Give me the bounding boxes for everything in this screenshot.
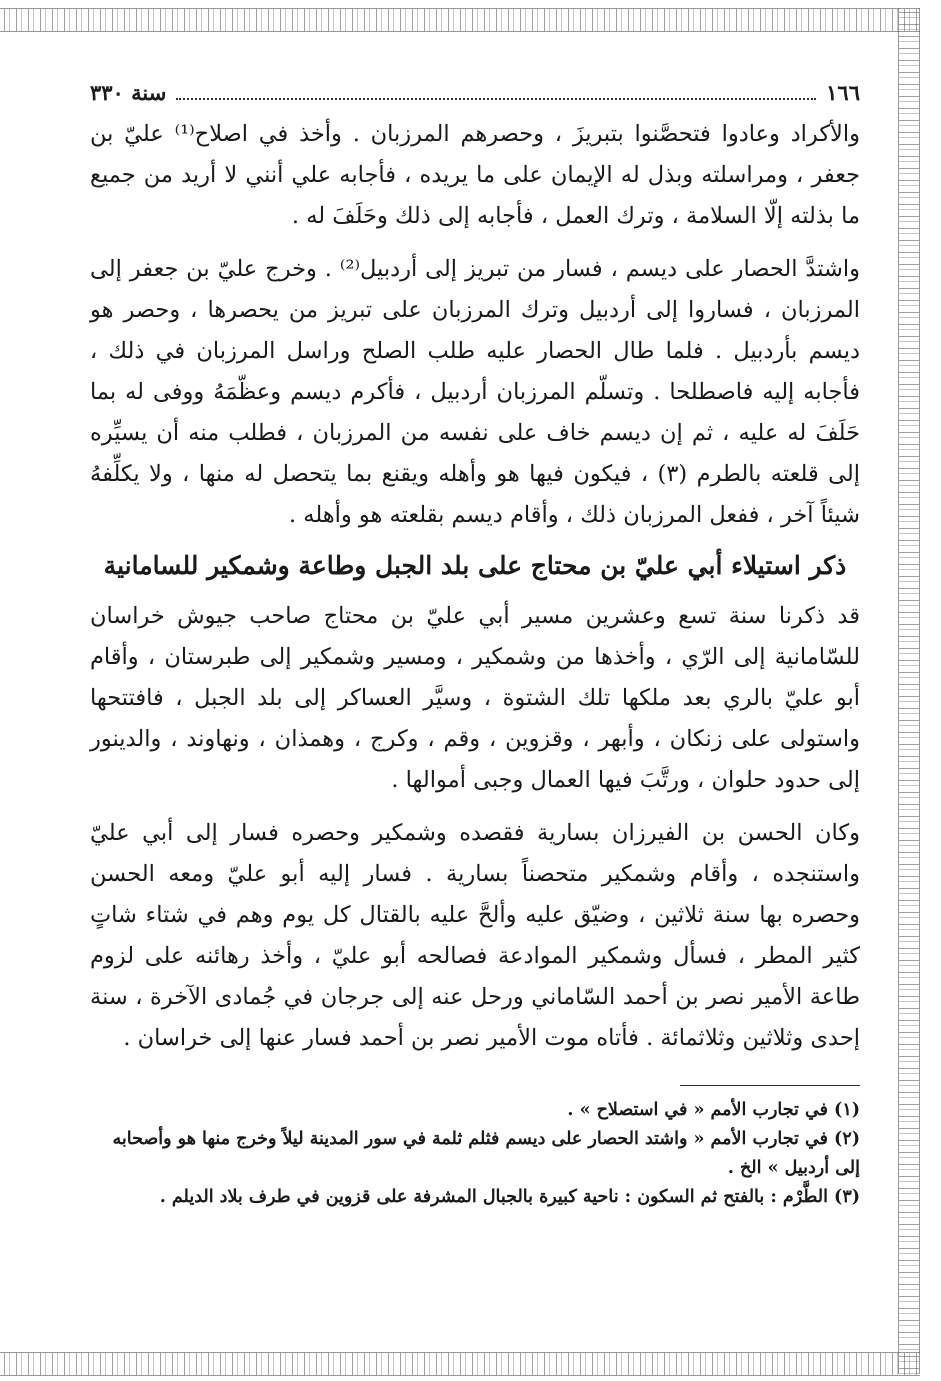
footnote-3: (٣) الطَّرْم : بالفتح ثم السكون : ناحية كبيرة بالجبال المشرفة على قزوين في طرف بلاد الديلم . <box>159 1187 860 1207</box>
footnote-separator <box>680 1085 860 1086</box>
paragraph-4: وكان الحسن بن الفيرزان بسارية فقصده وشمكير وحصره فسار إلى أبي عليّ واستنجده ، وأقام وشمكير متحصناً بسارية . فسار إليه أبو عليّ ومعه الحسن وحصره بها سنة ثلاثين ، وضيّق عليه وألحَّ عليه بالقتال كل يوم وهم في شتاء شاتٍ كثير المطر ، فسأل وشمكير الموادعة فصالحه أبو عليّ ، وأخذ رهائنه على لزوم طاعة الأمير نصر بن أحمد السّاماني ورحل عنه إلى جرجان في جُمادى الآخرة ، سنة إحدى وثلاثين وثلاثمائة . فأتاه موت الأمير نصر بن أحمد فسار عنها إلى خراسان . <box>90 820 860 1051</box>
paragraph-3: قد ذكرنا سنة تسع وعشرين مسير أبي عليّ بن محتاج صاحب جيوش خراسان للسّامانية إلى الرّي ، وأخذها من وشمكير ، ومسير وشمكير إلى طبرستان ، وأقام أبو عليّ بالري بعد ملكها تلك الشتوة ، وسيَّر العساكر إلى بلد الجبل ، فافتتحها واستولى على زنكان ، وأبهر ، وقزوين ، وقم ، وكرج ، وهمذان ، ونهاوند ، والدينور إلى حدود حلوان ، ورتَّبَ فيها العمال وجبى أموالها . <box>90 603 860 793</box>
ornamental-border-bottom <box>0 1352 920 1376</box>
ornamental-border-top <box>0 8 920 32</box>
year-label: سنة ٣٣٠ <box>90 80 167 105</box>
page-number: ١٦٦ <box>826 80 860 105</box>
ornamental-border-right <box>898 8 920 1374</box>
running-header <box>90 80 860 114</box>
paragraph-2: واشتدَّ الحصار على ديسم ، فسار من تبريز إلى أردبيل⁽²⁾ . وخرج عليّ بن جعفر إلى المرزبان ، فساروا إلى أردبيل وترك المرزبان على تبريز من يحصرها ، وحصر هو ديسم بأردبيل . فلما طال الحصار عليه طلب الصلح وراسل المرزبان في ذلك ، فأجابه إليه فاصطلحا . وتسلّم المرزبان أردبيل ، فأكرم ديسم وعظّمَهُ ووفى له بما حَلَفَ له عليه ، ثم إن ديسم خاف على نفسه من المرزبان ، فطلب منه أن يسيِّره إلى قلعته بالطرم (٣) ، فيكون فيها هو وأهله ويقنع بما يتحصل له منها ، ولا يكلِّفهُ شيئاً آخر ، ففعل المرزبان ذلك ، وأقام ديسم بقلعته هو وأهله . <box>90 256 860 528</box>
header-dotted-leader <box>176 98 816 100</box>
paragraph-1: والأكراد وعادوا فتحصَّنوا بتبريزَ ، وحصرهم المرزبان . وأخذ في اصلاح⁽¹⁾ عليّ بن جعفر ، ومراسلته وبذل له الإيمان على ما يريده ، فأجابه علي أنني لا أريد من جميع ما بذلته إلّا السلامة ، وترك العمل ، فأجابه إلى ذلك وحَلَفَ له . <box>90 121 860 229</box>
footnote-1: (١) في تجارب الأمم « في استصلاح » . <box>567 1100 860 1120</box>
book-page <box>90 80 860 1310</box>
section-heading: ذكر استيلاء أبي عليّ بن محتاج على بلد الجبل وطاعة وشمكير للسامانية <box>103 551 847 580</box>
footnote-2: (٢) في تجارب الأمم « واشتد الحصار على ديسم فثلم ثلمة في سور المدينة ليلاً وخرج منها هو وأصحابه إلى أردبيل » الخ . <box>112 1129 860 1178</box>
